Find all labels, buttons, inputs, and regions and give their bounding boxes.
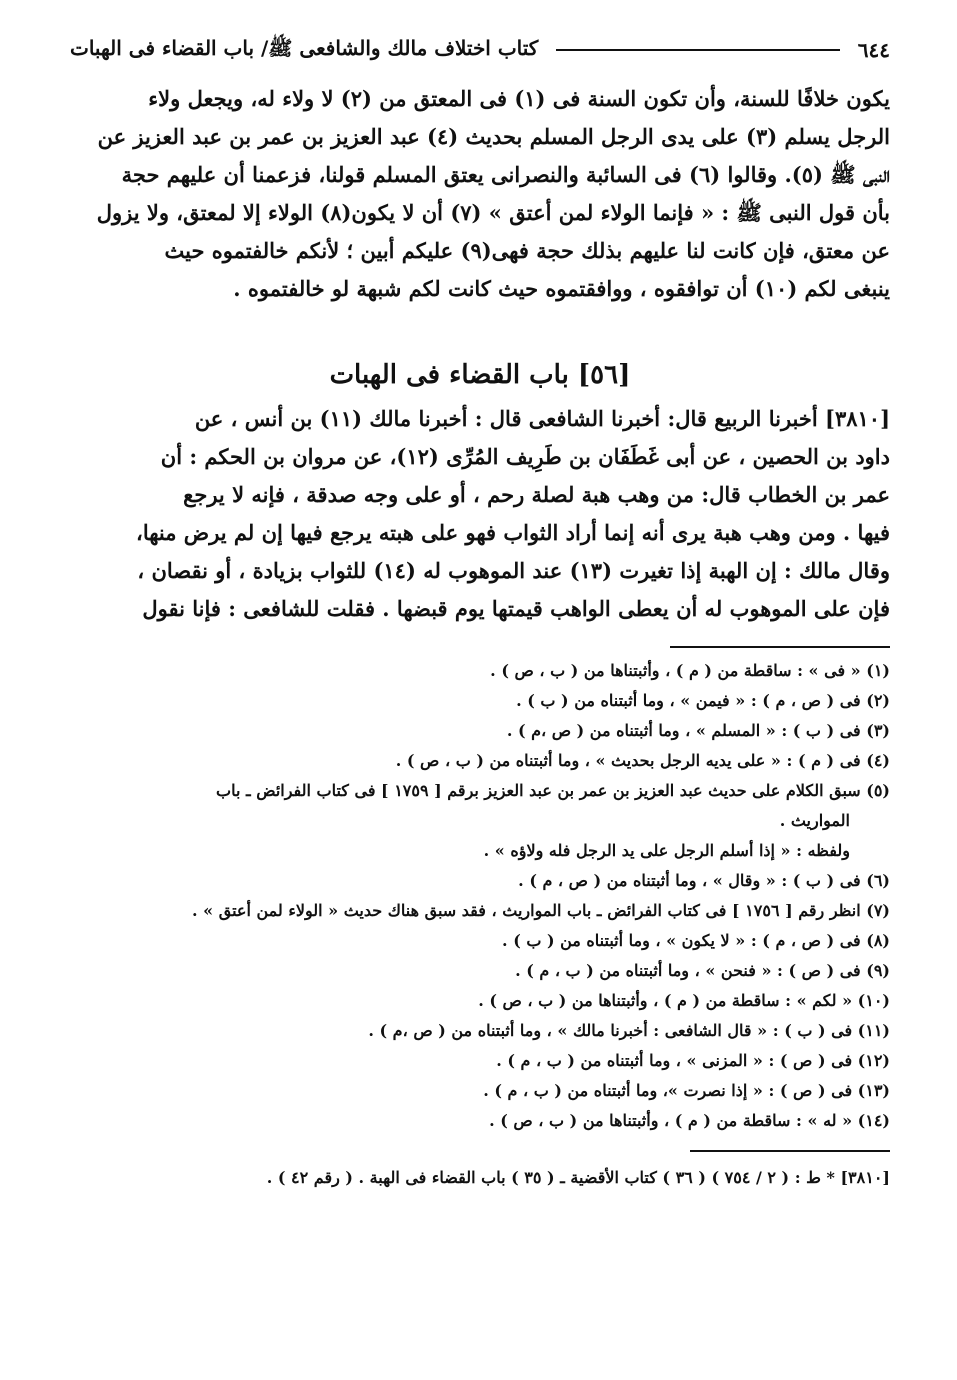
footnote: (٨) فى ( ص ، م ) : « لا يكون » ، وما أثبتناه من ( ب ) . <box>502 931 890 950</box>
footnote-continuation: المواريث . <box>779 811 850 830</box>
footnote: (٢) فى ( ص ، م ) : « فيمن » ، وما أثبتناه من ( ب ) . <box>516 691 890 710</box>
page-number: ٦٤٤ <box>857 38 890 62</box>
footnote: (٩) فى ( ص ) : « فنحن » ، وما أثبتناه من ( ب ، م ) . <box>515 961 890 980</box>
text-line: فإن على الموهوب له أن يعطى الواهب قيمتها يوم قبضها . فقلت للشافعى : فإنا نقول <box>142 596 890 621</box>
source-note: [٣٨١٠] * ط : ( ٢ / ٧٥٤ ) ( ٣٦ ) كتاب الأقضية ـ ( ٣٥ ) باب القضاء فى الهبة . ( رقم ٤٢ ) . <box>266 1168 890 1187</box>
intro-paragraph <box>70 80 890 308</box>
text-line: النبى ﷺ (٥). وقالوا (٦) فى السائبة والنصرانى يعتق المسلم قولنا، فزعمنا أن عليهم حجة <box>121 162 890 187</box>
text-line: يكون خلافًا للسنة، وأن تكون السنة فى (١) فى المعتق من (٢) لا ولاء له، ويجعل ولاء <box>148 86 890 111</box>
footnote: (١٢) فى ( ص ) : « المزنى » ، وما أثبتناه من ( ب ، م ) . <box>496 1051 890 1070</box>
footnote: (٧) انظر رقم [ ١٧٥٦ ] فى كتاب الفرائض ـ باب المواريث ، فقد سبق هناك حديث « الولاء لمن أعتق » . <box>192 901 890 920</box>
book-page <box>70 30 890 1192</box>
footnote: (١) « فى » : ساقطة من ( م ) ، وأثبتناها من ( ب ، ص ) . <box>490 661 890 680</box>
text-line: [٣٨١٠] أخبرنا الربيع قال: أخبرنا الشافعى قال : أخبرنا مالك (١١) بن أنس ، عن <box>194 406 890 431</box>
text-line: بأن قول النبى ﷺ : « فإنما الولاء لمن أعتق » (٧) أن لا يكون(٨) الولاء إلا لمعتق، ولا يزول <box>96 200 890 225</box>
text-line: عمر بن الخطاب قال: من وهب هبة لصلة رحم ، أو على وجه صدقة ، فإنه لا يرجع <box>183 482 890 507</box>
footnote: (١١) فى ( ب ) : « قال الشافعى : أخبرنا مالك » ، وما أثبتناه من ( ص ،م ) . <box>368 1021 890 1040</box>
footnotes <box>70 656 890 1136</box>
source-divider <box>690 1150 890 1152</box>
footnote: (١٠) « لكم » : ساقطة من ( م ) ، وأثبتناها من ( ب ، ص ) . <box>478 991 890 1010</box>
text-line: ينبغى لكم (١٠) أن توافقوه ، ووافقتموه حيث كانت لكم شبهة لو خالفتموه . <box>233 276 890 301</box>
footnote: (٣) فى ( ب ) : « المسلم » ، وما أثبتناه من ( ص ،م ) . <box>506 721 890 740</box>
main-paragraph <box>70 400 890 628</box>
text-line: وقال مالك : إن الهبة إذا تغيرت (١٣) عند الموهوب له (١٤) للثواب بزيادة ، أو نقصان ، <box>137 558 890 583</box>
footnote-divider <box>670 646 890 648</box>
running-title: كتاب اختلاف مالك والشافعى ﷺ/ باب القضاء فى الهبات <box>70 35 539 60</box>
header-rule <box>556 49 839 51</box>
footnote: (١٣) فى ( ص ) : « إذا نصرت »، وما أثبتناه من ( ب ، م ) . <box>483 1081 890 1100</box>
page-header <box>70 30 890 70</box>
text-line: الرجل يسلم (٣) على يدى الرجل المسلم بحديث (٤) عبد العزيز بن عمر بن عبد العزيز عن <box>97 124 890 149</box>
footnote: (٥) سبق الكلام على حديث عبد العزيز بن عمر بن عبد العزيز برقم [ ١٧٥٩ ] فى كتاب الفرائض ـ باب <box>216 781 890 800</box>
footnote: (١٤) « له » : ساقطة من ( م ) ، وأثبتناها من ( ب ، ص ) . <box>489 1111 890 1130</box>
text-line: عن معتق، فإن كانت لنا عليهم بذلك حجة فهى(٩) عليكم أبين ؛ لأنكم خالفتموه حيث <box>164 238 890 263</box>
footnote-continuation: ولفظه : « إذا أسلم الرجل على يد الرجل فله ولاؤه » . <box>483 841 850 860</box>
text-line: داود بن الحصين ، عن أبى غَطَفَان بن طَرِيف المُرِّى (١٢)، عن مروان بن الحكم : أن <box>160 444 890 469</box>
footnote: (٤) فى ( م ) : « على يديه الرجل بحديث » ، وما أثبتناه من ( ب ، ص ) . <box>395 751 890 770</box>
text-line: فيها . ومن وهب هبة يرى أنه إنما أراد الثواب فهو على هبته يرجع فيها إن لم يرض منها، <box>136 520 890 545</box>
footnote: (٦) فى ( ب ) : « وقال » ، وما أثبتناه من ( ص ، م ) . <box>518 871 890 890</box>
section-title: [٥٦] باب القضاء فى الهبات <box>329 360 631 390</box>
